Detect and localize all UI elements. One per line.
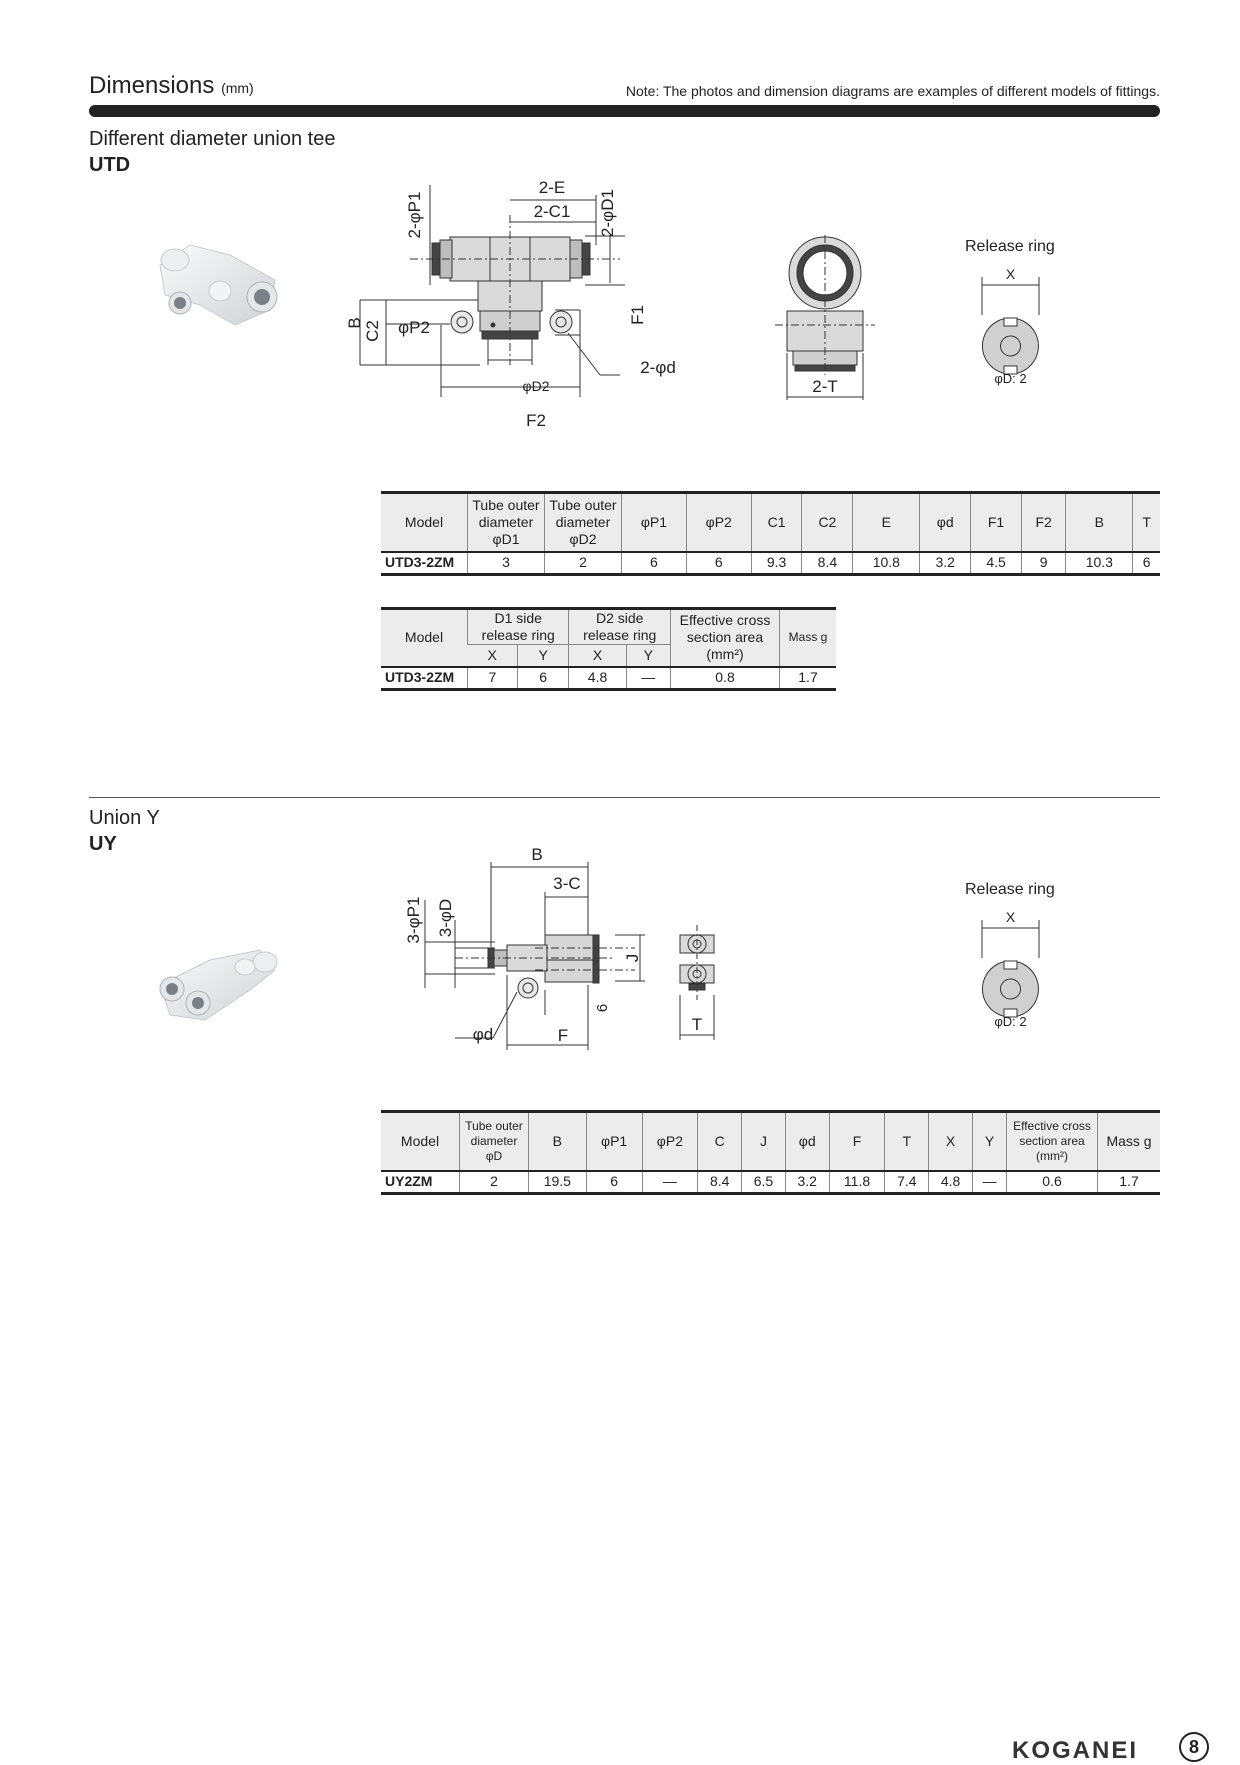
utd-t1-h-p1: φP1 bbox=[622, 493, 687, 552]
utd-t1-t: 6 bbox=[1133, 552, 1160, 575]
utd-t1-h-c1: C1 bbox=[751, 493, 802, 552]
utd-label-f2: F2 bbox=[526, 411, 546, 430]
uy-h-d: Tube outer diameter φD bbox=[460, 1112, 529, 1171]
utd-label-c2: C2 bbox=[363, 320, 382, 342]
utd-t2-d1x: 7 bbox=[468, 667, 518, 690]
utd-t1-h-d1: Tube outer diameter φD1 bbox=[468, 493, 545, 552]
uy-label-c: 3-C bbox=[553, 874, 581, 893]
uy-h-mass: Mass g bbox=[1098, 1112, 1161, 1171]
uy-h-p1: φP1 bbox=[586, 1112, 642, 1171]
utd-t2-d2x: 4.8 bbox=[569, 667, 626, 690]
utd-t1-f1: 4.5 bbox=[971, 552, 1022, 575]
uy-label-dd: φd bbox=[472, 1025, 494, 1044]
uy-label-p1: 3-φP1 bbox=[404, 896, 423, 944]
utd-t1-h-f1: F1 bbox=[971, 493, 1022, 552]
utd-section-title: Different diameter union tee bbox=[89, 128, 336, 150]
table-row bbox=[381, 552, 1160, 575]
uy-ring-x: X bbox=[1005, 909, 1016, 925]
utd-product-photo bbox=[150, 235, 285, 330]
utd-t2-h-mass: Mass g bbox=[780, 609, 837, 667]
uy-h-j: J bbox=[742, 1112, 786, 1171]
uy-f: 11.8 bbox=[829, 1171, 885, 1194]
table-row bbox=[381, 667, 836, 690]
utd-t1-p2: 6 bbox=[686, 552, 751, 575]
uy-b: 19.5 bbox=[529, 1171, 587, 1194]
utd-model-name: UTD bbox=[89, 154, 131, 176]
uy-model: UY2ZM bbox=[381, 1171, 460, 1194]
utd-t2-h-d2x: X bbox=[569, 645, 626, 667]
uy-h-y: Y bbox=[972, 1112, 1006, 1171]
page-title bbox=[89, 72, 254, 100]
utd-t2-d1y: 6 bbox=[517, 667, 569, 690]
uy-p1: 6 bbox=[586, 1171, 642, 1194]
utd-t1-f2: 9 bbox=[1021, 552, 1065, 575]
uy-label-b: B bbox=[531, 845, 543, 864]
uy-h-f: F bbox=[829, 1112, 885, 1171]
utd-t1-d2: 2 bbox=[545, 552, 622, 575]
utd-t1-h-model: Model bbox=[381, 493, 468, 552]
utd-t1-c2: 8.4 bbox=[802, 552, 853, 575]
utd-label-b: B bbox=[345, 317, 364, 329]
uy-label-j: J bbox=[623, 953, 642, 963]
utd-t1-h-d2: Tube outer diameter φD2 bbox=[545, 493, 622, 552]
uy-h-t: T bbox=[885, 1112, 929, 1171]
utd-ring-x: X bbox=[1005, 266, 1016, 282]
utd-t1-d1: 3 bbox=[468, 552, 545, 575]
uy-h-model: Model bbox=[381, 1112, 460, 1171]
utd-t2-d2y: — bbox=[626, 667, 670, 690]
utd-label-p1: 2-φP1 bbox=[405, 191, 424, 239]
utd-t1-h-t: T bbox=[1133, 493, 1160, 552]
uy-p2: — bbox=[642, 1171, 698, 1194]
utd-release-table bbox=[381, 607, 836, 691]
uy-spec-table bbox=[381, 1110, 1160, 1195]
utd-dimension-diagram bbox=[345, 175, 710, 435]
utd-label-c1: 2-C1 bbox=[533, 202, 571, 221]
utd-t2-eff: 0.8 bbox=[671, 667, 780, 690]
utd-t2-h-d1x: X bbox=[468, 645, 518, 667]
utd-t1-h-b: B bbox=[1066, 493, 1133, 552]
utd-t1-model: UTD3-2ZM bbox=[381, 552, 468, 575]
utd-t2-h-d2y: Y bbox=[626, 645, 670, 667]
utd-t1-d: 3.2 bbox=[920, 552, 971, 575]
utd-label-e: 2-E bbox=[538, 178, 566, 197]
uy-label-d: 3-φD bbox=[436, 898, 455, 938]
header-note: Note: The photos and dimension diagrams are examples of different models of fittings. bbox=[625, 83, 1160, 99]
uy-h-dd: φd bbox=[785, 1112, 829, 1171]
uy-x: 4.8 bbox=[929, 1171, 973, 1194]
utd-t2-mass: 1.7 bbox=[780, 667, 837, 690]
utd-t2-h-d2: D2 side release ring bbox=[569, 609, 671, 645]
utd-t1-h-f2: F2 bbox=[1021, 493, 1065, 552]
utd-release-ring-diagram bbox=[975, 265, 1055, 390]
unit-label: (mm) bbox=[221, 80, 254, 96]
utd-t1-b: 10.3 bbox=[1066, 552, 1133, 575]
utd-t2-h-d1y: Y bbox=[517, 645, 569, 667]
uy-h-x: X bbox=[929, 1112, 973, 1171]
utd-label-p2: φP2 bbox=[398, 318, 430, 337]
utd-label-t: 2-T bbox=[812, 377, 838, 396]
utd-t1-h-p2: φP2 bbox=[686, 493, 751, 552]
utd-label-d1: 2-φD1 bbox=[598, 189, 617, 237]
uy-side-diagram bbox=[670, 920, 740, 1060]
uy-y: — bbox=[972, 1171, 1006, 1194]
utd-t2-h-eff: Effective cross section area (mm²) bbox=[671, 609, 780, 667]
uy-mass: 1.7 bbox=[1098, 1171, 1161, 1194]
section-divider bbox=[89, 797, 1160, 798]
utd-t2-h-model: Model bbox=[381, 609, 468, 667]
uy-c: 8.4 bbox=[698, 1171, 742, 1194]
utd-t1-p1: 6 bbox=[622, 552, 687, 575]
uy-t: 7.4 bbox=[885, 1171, 929, 1194]
uy-ring-d: φD: 2 bbox=[994, 1014, 1027, 1029]
uy-h-eff: Effective cross section area (mm²) bbox=[1007, 1112, 1098, 1171]
utd-label-d2: φD2 bbox=[522, 378, 550, 394]
header-bar bbox=[89, 105, 1160, 117]
utd-t1-h-d: φd bbox=[920, 493, 971, 552]
page-title-text: Dimensions bbox=[89, 72, 215, 99]
utd-label-f1: F1 bbox=[628, 305, 647, 325]
utd-t1-e: 10.8 bbox=[853, 552, 920, 575]
table-row bbox=[381, 1171, 1160, 1194]
uy-label-f: F bbox=[557, 1026, 569, 1045]
uy-label-six: 6 bbox=[594, 1003, 611, 1013]
utd-label-d: 2-φd bbox=[640, 358, 676, 377]
utd-t2-model: UTD3-2ZM bbox=[381, 667, 468, 690]
uy-d: 2 bbox=[460, 1171, 529, 1194]
uy-eff: 0.6 bbox=[1007, 1171, 1098, 1194]
uy-product-photo bbox=[150, 935, 280, 1030]
utd-spec-table bbox=[381, 491, 1160, 576]
uy-h-b: B bbox=[529, 1112, 587, 1171]
uy-model-name: UY bbox=[89, 833, 117, 855]
uy-label-t: T bbox=[691, 1015, 703, 1034]
utd-ring-d: φD: 2 bbox=[994, 371, 1027, 386]
uy-release-ring-diagram bbox=[975, 908, 1055, 1033]
uy-dd: 3.2 bbox=[785, 1171, 829, 1194]
uy-h-p2: φP2 bbox=[642, 1112, 698, 1171]
utd-t1-c1: 9.3 bbox=[751, 552, 802, 575]
brand-logo: KOGANEI bbox=[1011, 1737, 1138, 1764]
utd-t1-h-c2: C2 bbox=[802, 493, 853, 552]
utd-t1-h-e: E bbox=[853, 493, 920, 552]
uy-j: 6.5 bbox=[742, 1171, 786, 1194]
uy-section-title: Union Y bbox=[89, 807, 160, 829]
utd-side-diagram bbox=[775, 235, 885, 405]
uy-release-ring-label: Release ring bbox=[965, 881, 1055, 898]
utd-release-ring-label: Release ring bbox=[965, 238, 1055, 255]
page-number: 8 bbox=[1179, 1732, 1209, 1762]
utd-t2-h-d1: D1 side release ring bbox=[468, 609, 569, 645]
uy-h-c: C bbox=[698, 1112, 742, 1171]
